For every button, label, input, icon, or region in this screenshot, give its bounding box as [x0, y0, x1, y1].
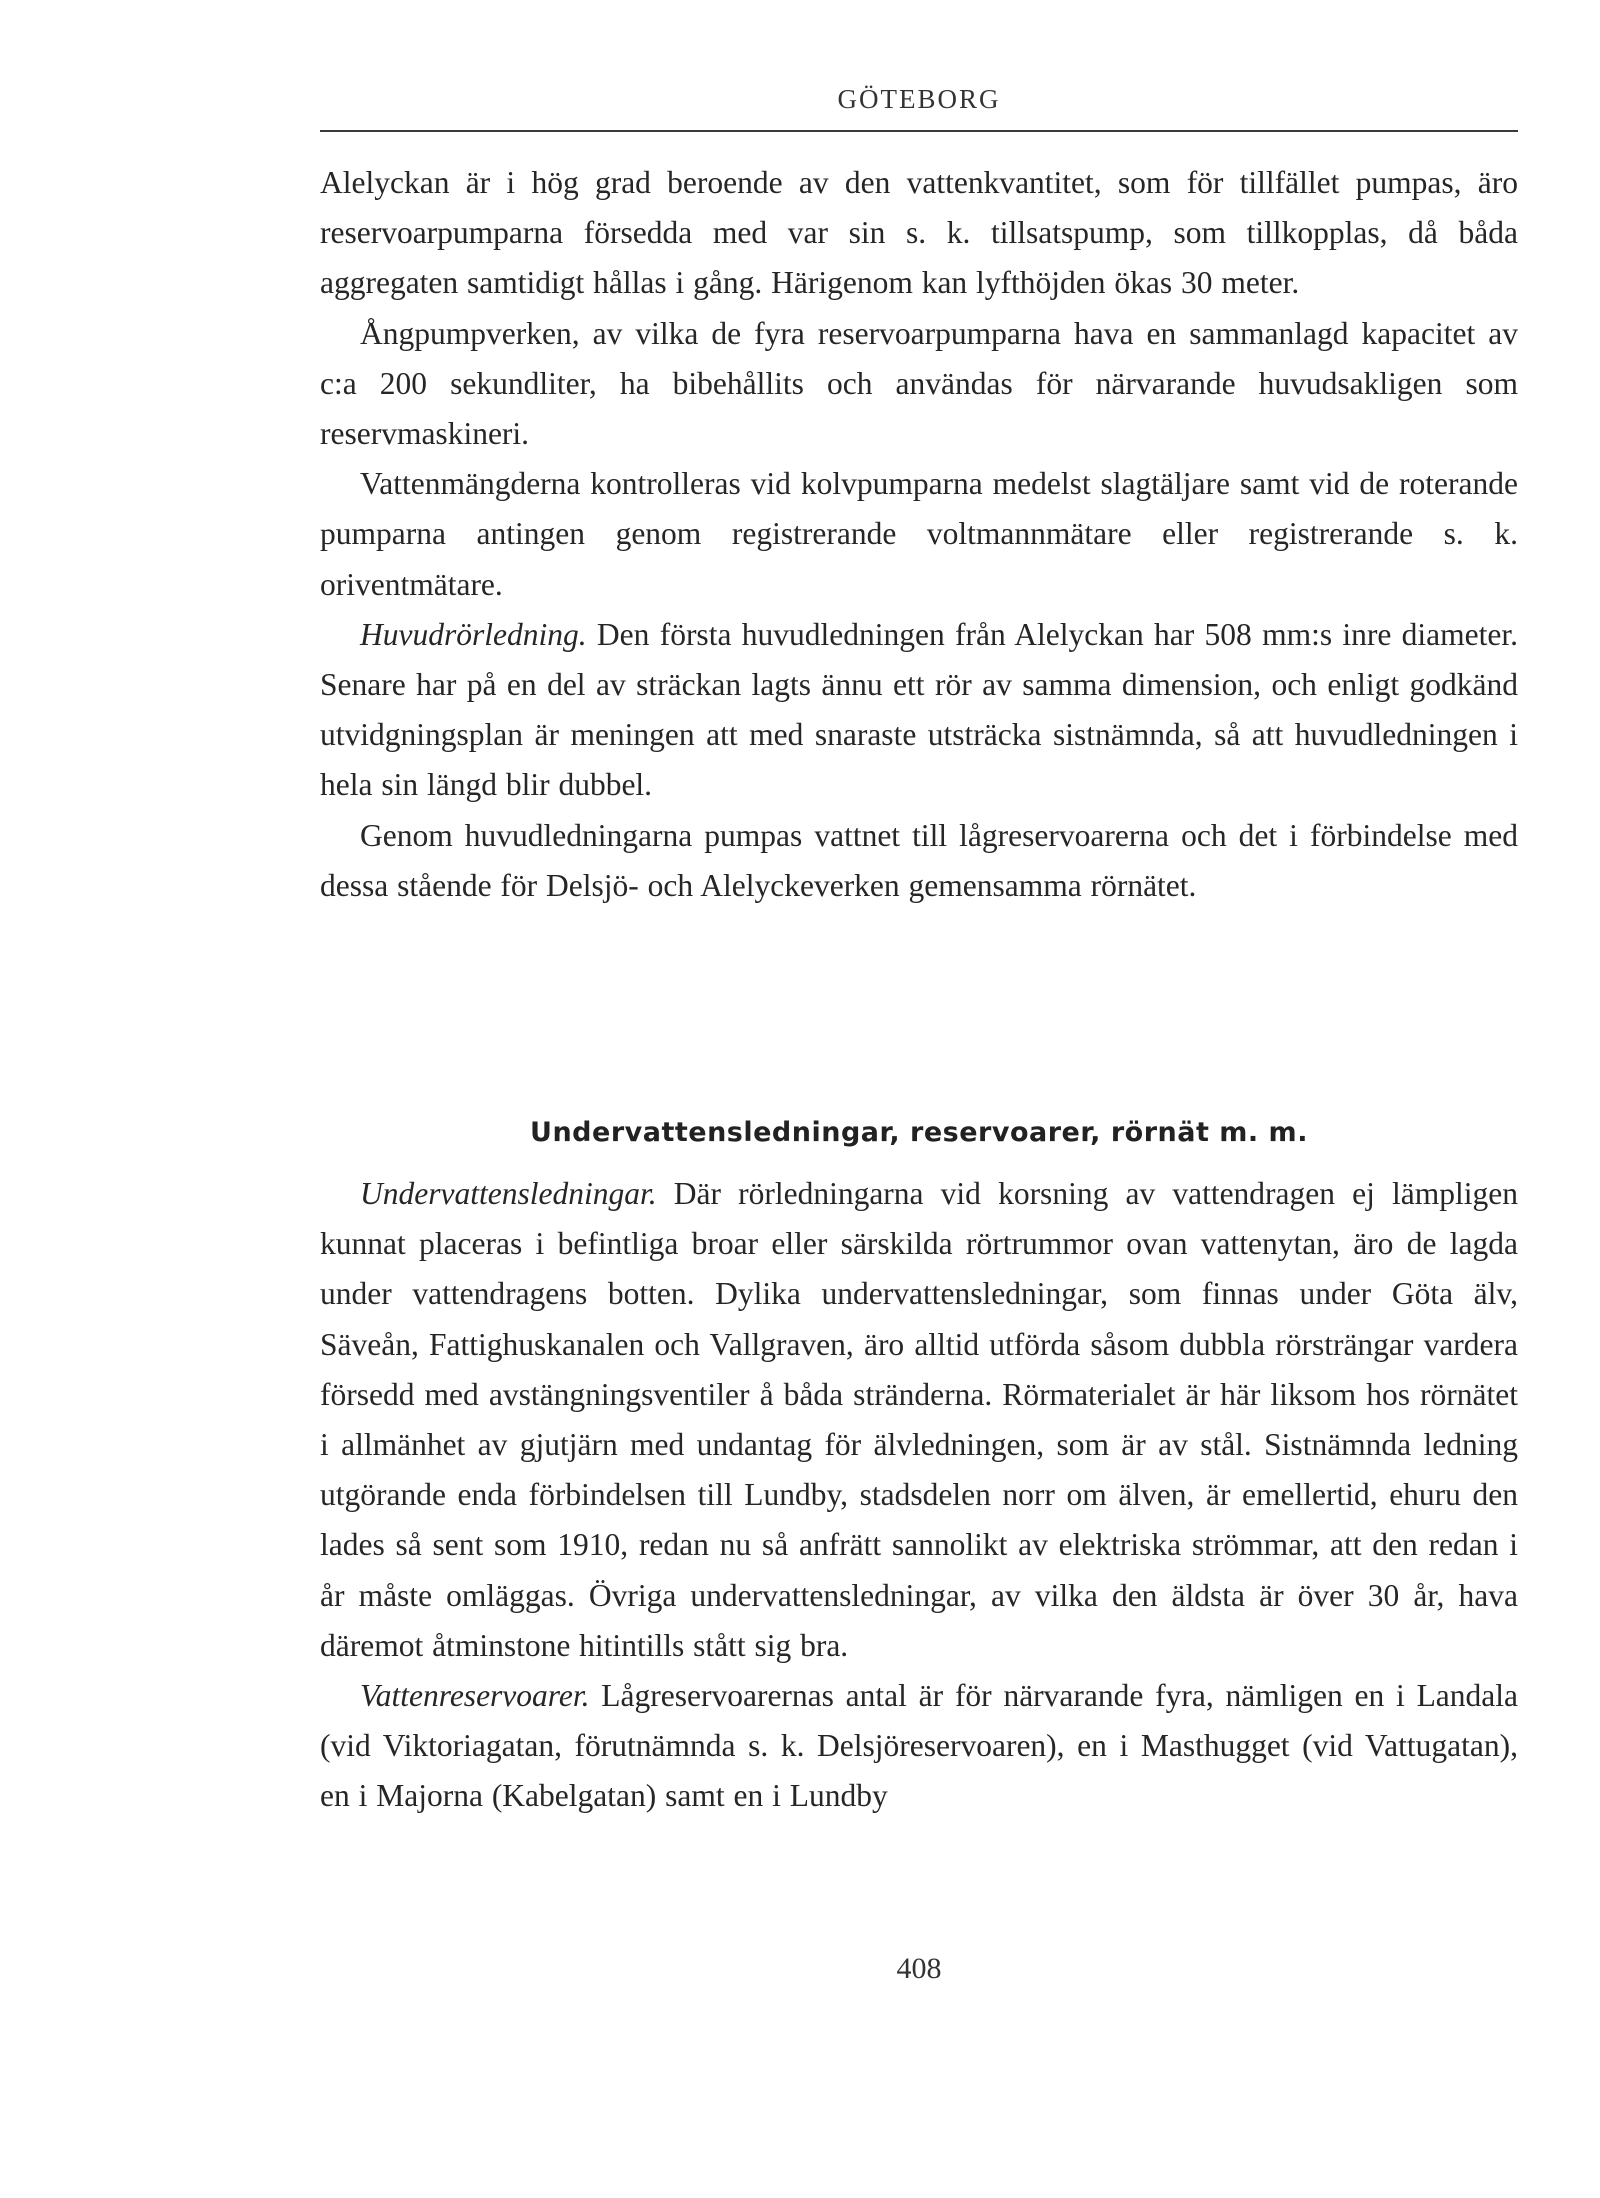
paragraph-steam-pumps: Ångpumpverken, av vilka de fyra reservoarpumparna hava en sammanlagd kapacitet av c:a 200 sekundliter, ha bibehållits och användas för närvarande huvudsakligen som reservmaskineri.: [320, 315, 1518, 452]
underwater-text: Där rörledningarna vid korsning av vattendragen ej lämpligen kunnat placeras i befintliga broar eller särskilda rörtrummor ovan vattenytan, äro de lagda under vattendragens botten. Dylika undervattensledningar, som finnas under Göta älv, Säveån, Fattighuskanalen och Vallgraven, äro alltid utförda såsom dubbla rörsträngar vardera försedd med avstängningsventiler å båda stränderna. Rörmaterialet är här liksom hos rörnätet i allmänhet av gjutjärn med undantag för älvledningen, som är av stål. Sistnämnda ledning utgörande enda förbindelsen till Lundby, stadsdelen norr om älven, är emellertid, ehuru den lades så sent som 1910, redan nu så anfrätt sannolikt av elektriska strömmar, att den redan i år måste omläggas. Övriga undervattensledningar, av vilka den äldsta är över 30 år, hava däremot åtminstone hitintills stått sig bra.: [320, 1176, 1519, 1663]
page-header: [320, 78, 1518, 132]
reservoirs-text: Lågreservoarernas antal är för närvarande fyra, nämligen en i Landala (vid Viktoriagatan, förutnämnda s. k. Delsjöreservoaren), en i Masthugget (vid Vattugatan), en i Majorna (Kabelgatan) samt en i Lundby: [320, 1678, 1519, 1814]
paragraph-reservoirs: [320, 1671, 1518, 1822]
running-title: GÖTEBORG: [837, 84, 1001, 114]
paragraph-mains: Genom huvudledningarna pumpas vattnet till lågreservoarerna och det i förbindelse med dessa stående för Delsjö- och Alelyckeverken gemensamma rörnätet.: [320, 817, 1518, 903]
page-number: 408: [896, 1952, 942, 1985]
paragraph-underwater: [320, 1169, 1518, 1671]
paragraph-alelyckan: Alelyckan är i hög grad beroende av den vattenkvantitet, som för tillfället pumpas, äro reservoarpumparna försedda med var sin s. k. tillsatspump, som tillkopplas, då båda aggregaten samtidigt hållas i gång. Härigenom kan lyfthöjden ökas 30 meter.: [320, 165, 1518, 301]
paragraph-water-metering: Vattenmängderna kontrolleras vid kolvpumparna medelst slagtäljare samt vid de roterande pumparna antingen genom registrerande voltmannmätare eller registrerande s. k. oriventmätare.: [320, 466, 1518, 602]
reservoirs-lead: Vattenreservoarer.: [360, 1678, 590, 1714]
paragraph-main-line: [320, 610, 1518, 811]
main-line-text: Den första huvudledningen från Alelyckan har 508 mm:s inre diameter. Senare har på en del av sträckan lagts ännu ett rör av samma dimension, och enligt godkänd utvidgningsplan är meningen att med snaraste utsträcka sistnämnda, så att huvudledningen i hela sin längd blir dubbel.: [320, 616, 1519, 803]
underwater-lead: Undervattensledningar.: [360, 1176, 657, 1211]
section-heading: Undervattensledningar, reservoarer, rörnät m. m.: [530, 1117, 1308, 1148]
main-line-lead: Huvudrörledning.: [360, 616, 587, 652]
body-text: [320, 158, 1518, 911]
section-text: [320, 1169, 1518, 1822]
